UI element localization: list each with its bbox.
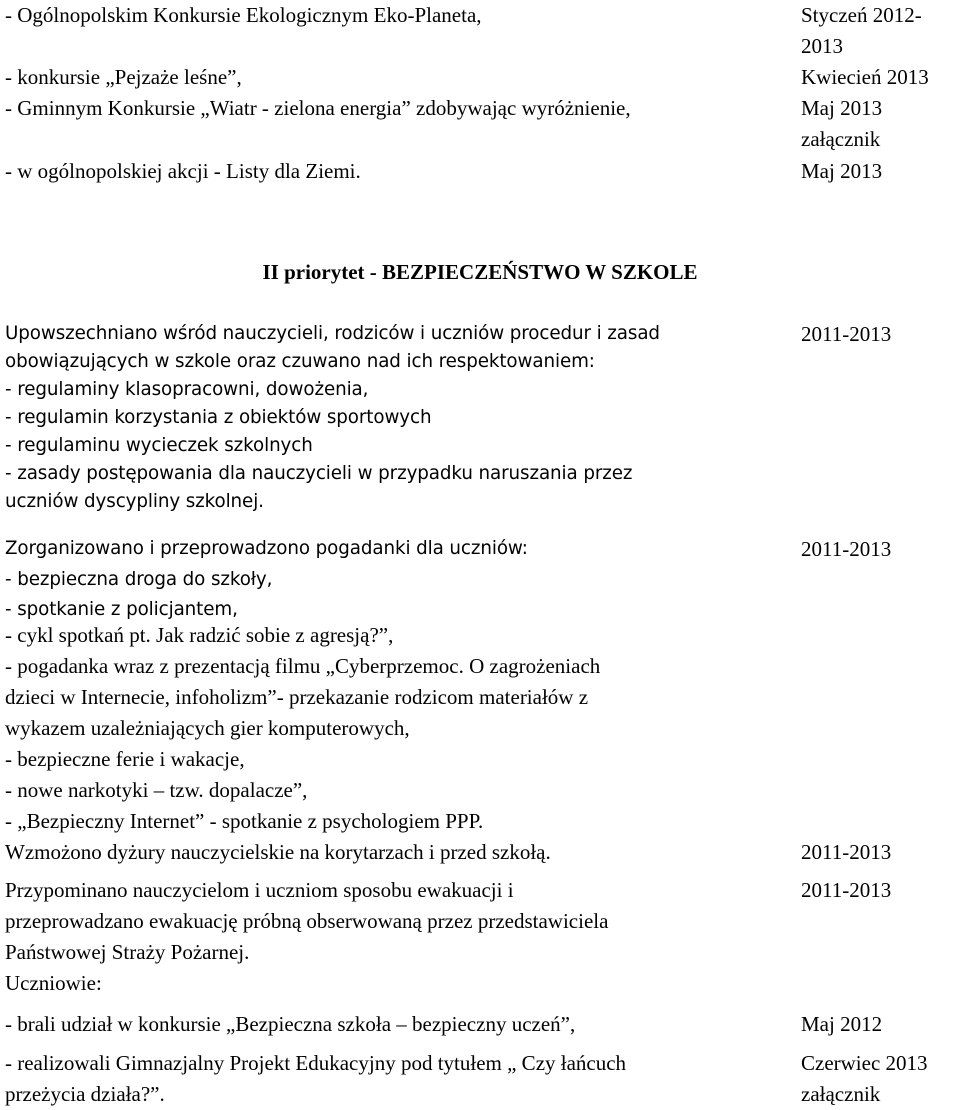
section-block-evacuation: Przypominano nauczycielom i uczniom sposobu ewakuacji i przeprowadzano ewakuację próbną obserwowaną przez przedstawiciela Państwowej Straży Pożarnej. Uczniowie: (5, 878, 609, 995)
list-item-date: Maj 2013 (801, 159, 883, 183)
list-item (5, 62, 955, 93)
section-block-contest: - brali udział w konkursie „Bezpieczna szkoła – bezpieczny uczeń”, (5, 1012, 576, 1036)
section-block-duties: Wzmożono dyżury nauczycielskie na korytarzach i przed szkołą. (5, 840, 551, 864)
section-date: Czerwiec 2013 załącznik (801, 1051, 928, 1106)
list-item (5, 93, 955, 155)
list-item (5, 0, 955, 62)
section-date: 2011-2013 (801, 537, 892, 561)
list-item-text: - Gminnym Konkursie „Wiatr - zielona energia” zdobywając wyróżnienie, (5, 96, 631, 120)
list-item-text: - Ogólnopolskim Konkursie Ekologicznym Eko-Planeta, (5, 3, 482, 27)
section-block-project: - realizowali Gimnazjalny Projekt Edukacyjny pod tytułem „ Czy łańcuch przeżycia działa?”. (5, 1051, 627, 1106)
list-item-date: Kwiecień 2013 (801, 65, 929, 89)
list-item-text: - w ogólnopolskiej akcji - Listy dla Ziemi. (5, 159, 361, 183)
section-date: Maj 2012 (801, 1012, 883, 1036)
list-item-date: Maj 2013 załącznik (801, 96, 883, 151)
section-block-procedures: Upowszechniano wśród nauczycieli, rodziców i uczniów procedur i zasad obowiązujących w szkole oraz czuwano nad ich respektowaniem: - regulaminy klasopracowni, dowożenia, - regulamin korzystania z obiektów sportowych - regulaminu wycieczek szkolnych - zasady postępowania dla nauczycieli w przypadku naruszania przez uczniów dyscypliny szkolnej. (5, 323, 660, 512)
section-date: 2011-2013 (801, 322, 892, 346)
list-item-date: Styczeń 2012- 2013 (801, 3, 922, 58)
section-date: 2011-2013 (801, 840, 892, 864)
section-date: 2011-2013 (801, 878, 892, 902)
section-block-talks: Zorganizowano i przeprowadzono pogadanki dla uczniów: - bezpieczna droga do szkoły, - spotkanie z policjantem, (5, 538, 528, 620)
section-block-talks-continued: - cykl spotkań pt. Jak radzić sobie z agresją?”, - pogadanka wraz z prezentacją filmu „Cyberprzemoc. O zagrożeniach dzieci w Internecie, infoholizm”- przekazanie rodzicom materiałów z wykazem uzależniających gier komputerowych, - bezpieczne ferie i wakacje, - nowe narkotyki – tzw. dopalacze”, - „Bezpieczny Internet” - spotkanie z psychologiem PPP. (5, 623, 601, 833)
list-item (5, 156, 955, 187)
priority-heading: II priorytet - BEZPIECZEŃSTWO W SZKOLE (262, 260, 698, 284)
list-item-text: - konkursie „Pejzaże leśne”, (5, 65, 242, 89)
